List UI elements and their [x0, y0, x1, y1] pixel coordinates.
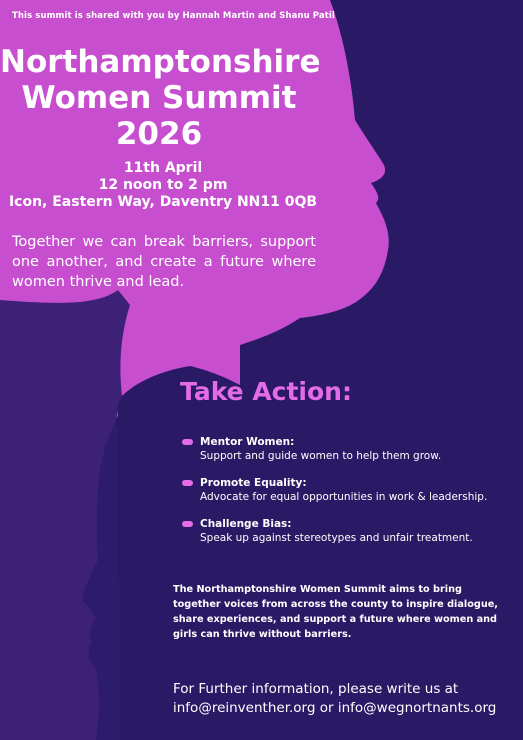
title-line-2: Women Summit — [21, 80, 297, 116]
take-action-heading: Take Action: — [180, 377, 352, 406]
shared-by-note: This summit is shared with you by Hannah Martin and Shanu Patil — [12, 11, 335, 21]
action-title: Promote Equality: — [200, 477, 307, 489]
action-description: Advocate for equal opportunities in work & leadership. — [200, 491, 488, 503]
action-item-mentor — [182, 436, 512, 463]
event-details — [0, 160, 326, 211]
summit-title — [0, 44, 321, 152]
action-description: Support and guide women to help them grow. — [200, 450, 442, 462]
action-item-bias — [182, 518, 512, 545]
dark-profile-overlay — [0, 290, 130, 740]
action-title: Challenge Bias: — [200, 518, 292, 530]
event-date: 11th April — [123, 160, 203, 176]
title-line-3: 2026 — [115, 116, 203, 152]
contact-info — [173, 680, 496, 718]
action-description: Speak up against stereotypes and unfair treatment. — [200, 532, 473, 544]
event-time: 12 noon to 2 pm — [98, 177, 228, 193]
action-list — [182, 436, 512, 559]
title-line-1: Northamptonshire — [0, 44, 321, 80]
summit-description: The Northamptonshire Women Summit aims to bring together voices from across the county to inspire dialogue, share experiences, and support a future where women and girls can thrive without barriers. — [173, 584, 498, 640]
event-venue: Icon, Eastern Way, Daventry NN11 0QB — [8, 194, 318, 210]
pill-bullet-icon — [182, 480, 193, 486]
pill-bullet-icon — [182, 521, 193, 527]
action-item-equality — [182, 477, 512, 504]
action-title: Mentor Women: — [200, 436, 295, 448]
contact-emails: info@reinventher.org or info@wegnortnants.org — [173, 700, 497, 716]
pill-bullet-icon — [182, 439, 193, 445]
contact-intro: For Further information, please write us at — [173, 681, 459, 697]
tagline: Together we can break barriers, support one another, and create a future where women thrive and lead. — [12, 234, 316, 290]
